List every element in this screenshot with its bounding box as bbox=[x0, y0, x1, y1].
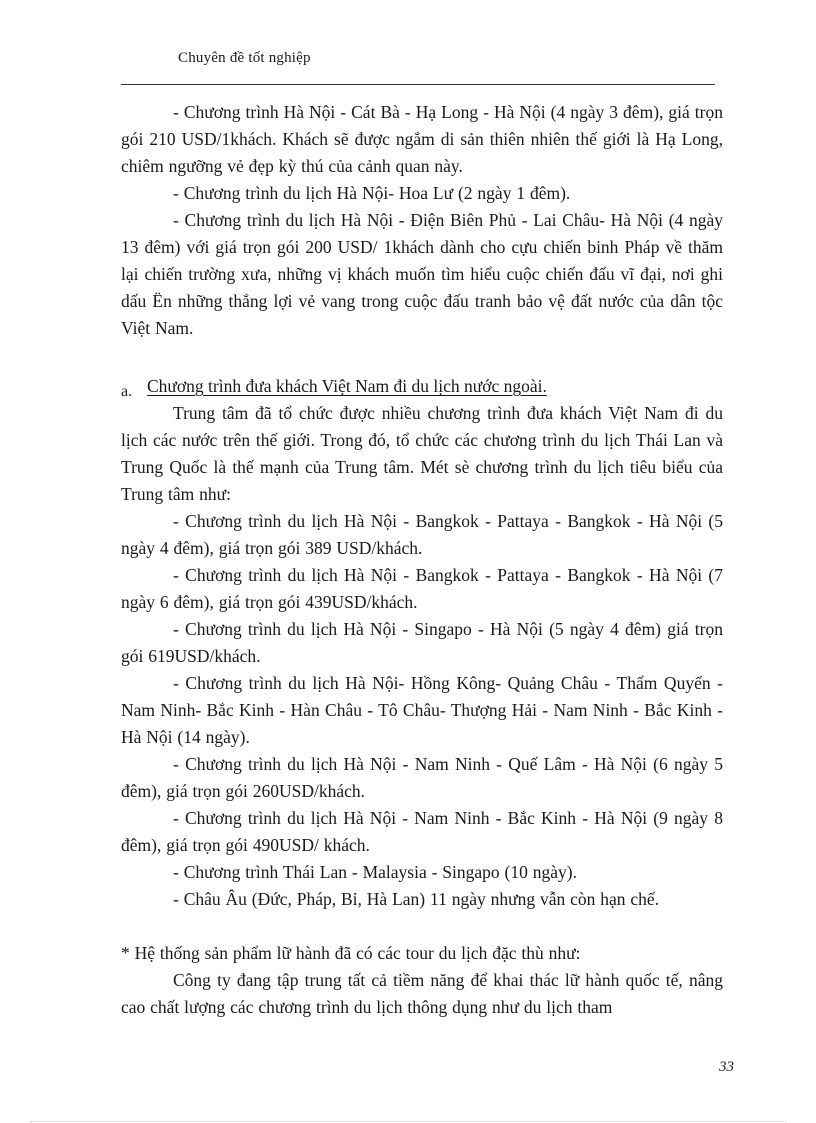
closing-paragraph: Công ty đang tập trung tất cả tiềm năng để khai thác lữ hành quốc tế, nâng cao chất lượng các chương trình du lịch thông dụng như du lịch tham bbox=[121, 970, 723, 1017]
page-bottom-edge bbox=[30, 1121, 786, 1122]
paragraph-spacer bbox=[121, 342, 723, 369]
list-item: - Chương trình du lịch Hà Nội - Nam Ninh - Quế Lâm - Hà Nội (6 ngày 5 đêm), giá trọn gói 260USD/khách. bbox=[121, 754, 723, 801]
list-item: - Chương trình du lịch Hà Nội - Singapo - Hà Nội (5 ngày 4 đêm) giá trọn gói 619USD/khách. bbox=[121, 619, 723, 666]
section-intro: Trung tâm đã tổ chức được nhiều chương trình đưa khách Việt Nam đi du lịch các nước trên thế giới. Trong đó, tổ chức các chương trình du lịch Thái Lan và Trung Quốc là thế mạnh của Trung tâm. Mét sè chương trình du lịch tiêu biểu của Trung tâm như: bbox=[121, 403, 723, 504]
section-heading bbox=[121, 369, 723, 400]
paragraph-cat-ba-ha-long: - Chương trình Hà Nội - Cát Bà - Hạ Long - Hà Nội (4 ngày 3 đêm), giá trọn gói 210 USD/1khách. Khách sẽ được ngắm di sản thiên nhiên thế giới là Hạ Long, chiêm ngưỡng vẻ đẹp kỳ thú của cảnh quan này. bbox=[121, 102, 723, 176]
section-marker: a. bbox=[121, 383, 133, 400]
list-item: - Chương trình Thái Lan - Malaysia - Singapo (10 ngày). bbox=[173, 862, 577, 882]
header-divider bbox=[121, 84, 715, 85]
list-item: - Chương trình du lịch Hà Nội - Bangkok - Pattaya - Bangkok - Hà Nội (5 ngày 4 đêm), giá trọn gói 389 USD/khách. bbox=[121, 511, 723, 558]
list-item: - Chương trình du lịch Hà Nội - Nam Ninh - Bắc Kinh - Hà Nội (9 ngày 8 đêm), giá trọn gói 490USD/ khách. bbox=[121, 808, 723, 855]
paragraph-dien-bien-phu: - Chương trình du lịch Hà Nội - Điện Biên Phủ - Lai Châu- Hà Nội (4 ngày 13 đêm) với giá trọn gói 200 USD/ 1khách dành cho cựu chiến binh Pháp về thăm lại chiến trường xưa, những vị khách muốn tìm hiểu cuộc chiến đấu vĩ đại, nơi ghi dấu Ën những thắng lợi vẻ vang trong cuộc đấu tranh bảo vệ đất nước của dân tộc Việt Nam. bbox=[121, 210, 723, 338]
special-tours-heading: * Hệ thống sản phẩm lữ hành đã có các tour du lịch đặc thù như: bbox=[121, 943, 581, 963]
list-item: - Chương trình du lịch Hà Nội- Hồng Kông- Quảng Châu - Thẩm Quyến - Nam Ninh- Bắc Kinh - Hàn Châu - Tô Châu- Thượng Hải - Nam Ninh - Bắc Kinh - Hà Nội (14 ngày). bbox=[121, 673, 723, 747]
list-item: - Chương trình du lịch Hà Nội - Bangkok - Pattaya - Bangkok - Hà Nội (7 ngày 6 đêm), giá trọn gói 439USD/khách. bbox=[121, 565, 723, 612]
list-item: - Châu Âu (Đức, Pháp, Bỉ, Hà Lan) 11 ngày nhưng vẫn còn hạn chế. bbox=[173, 889, 660, 909]
paragraph-spacer bbox=[121, 913, 723, 940]
paragraph-hoa-lu: - Chương trình du lịch Hà Nội- Hoa Lư (2 ngày 1 đêm). bbox=[173, 183, 571, 203]
running-header: Chuyên đề tốt nghiệp bbox=[178, 50, 311, 66]
section-heading-text: Chương trình đưa khách Việt Nam đi du lịch nước ngoài. bbox=[147, 376, 547, 396]
document-body bbox=[121, 99, 723, 1021]
page-number: 33 bbox=[719, 1059, 734, 1075]
